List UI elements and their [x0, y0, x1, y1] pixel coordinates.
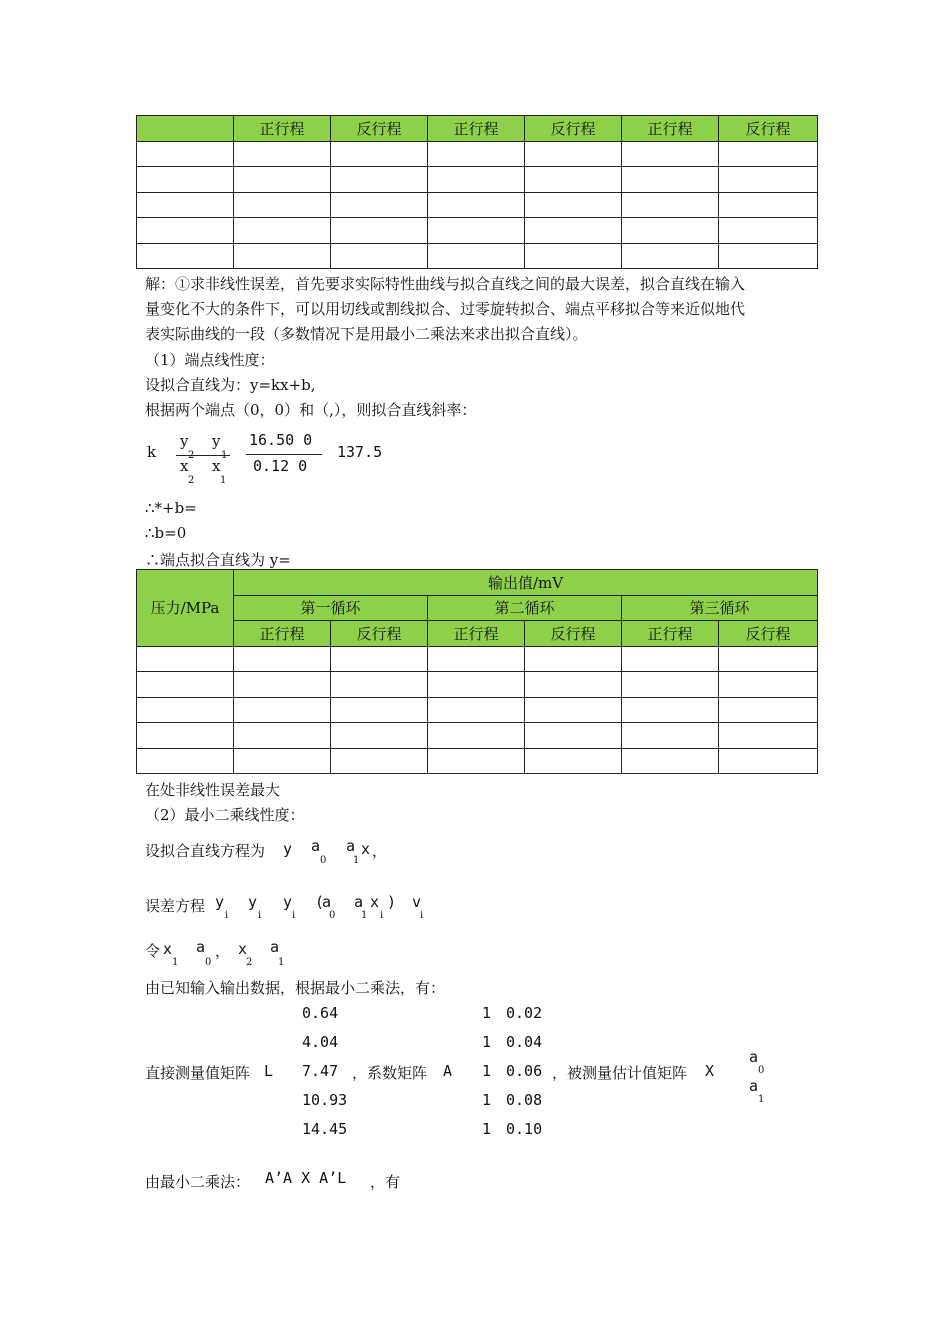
eq-label: 设拟合直线方程为	[145, 842, 266, 860]
err-lparen: (	[315, 893, 325, 911]
table-1-header-cell	[137, 116, 234, 142]
err-a0-sub: 0	[329, 910, 336, 921]
err-sub-1: i	[225, 910, 229, 921]
X-entry-a0-sub: 0	[758, 1065, 765, 1076]
eq-a1: a	[346, 837, 356, 855]
L-value: 14.45	[302, 1120, 348, 1138]
X-entry-a1-sub: 1	[758, 1094, 765, 1105]
err-sub-2: i	[258, 910, 262, 921]
A-col2-value: 0.04	[506, 1033, 543, 1051]
set-line-text: 设拟合直线为：y=kx+b,	[145, 376, 316, 394]
lsq-label: 由最小二乘法：	[145, 1173, 251, 1191]
table-row	[137, 167, 818, 193]
formula-x1: x	[212, 457, 221, 475]
formula-result: 137.5	[337, 443, 383, 461]
err-v-sub: i	[420, 910, 424, 921]
matrix-L-symbol: L	[264, 1062, 274, 1080]
formula-denominator: 0.12 0	[253, 457, 308, 475]
eq-x: x	[361, 840, 371, 858]
stroke-header: 正行程	[622, 621, 719, 647]
stroke-header: 正行程	[234, 621, 331, 647]
stroke-header: 正行程	[428, 621, 525, 647]
err-sub-3: i	[292, 910, 296, 921]
L-value: 10.93	[302, 1091, 348, 1109]
table-2-header-row	[137, 570, 818, 596]
therefore-2: ∴b=0	[145, 524, 187, 542]
table-2-cycle-row	[137, 595, 818, 621]
therefore-3: ∴端点拟合直线为 y=	[145, 551, 291, 569]
cycle-header: 第一循环	[234, 595, 428, 621]
solution-line-2: 量变化不大的条件下，可以用切线或割线拟合、过零旋转拟合、端点平移拟合等来近似地代	[145, 300, 746, 318]
lsq-expression: A’A X A’L	[265, 1169, 347, 1187]
L-value: 4.04	[302, 1033, 339, 1051]
eq-a0-sub: 0	[320, 855, 327, 866]
X-entry-a0: a	[749, 1048, 759, 1066]
data-line-text: 由已知输入输出数据，根据最小二乘法，有：	[145, 979, 446, 997]
table-1-header-cell: 反行程	[331, 116, 428, 142]
err-a1-sub: 1	[361, 910, 368, 921]
let-x1: x	[163, 940, 173, 958]
table-2-stroke-row	[137, 621, 818, 647]
err-label: 误差方程	[145, 897, 206, 915]
err-y-2: y	[248, 893, 258, 911]
eq-a1-sub: 1	[353, 855, 360, 866]
endpoint-heading: （1）端点线性度：	[145, 351, 275, 369]
max-error-text: 在处非线性误差最大	[145, 781, 281, 799]
err-x-sub: i	[380, 910, 384, 921]
A-col1-value: 1	[482, 1004, 492, 1022]
endpoints-text: 根据两个端点（0，0）和（,），则拟合直线斜率：	[145, 401, 477, 419]
A-col1-value: 1	[482, 1062, 492, 1080]
formula-numerator: 16.50 0	[249, 431, 313, 449]
A-col2-value: 0.10	[506, 1120, 543, 1138]
therefore-1: ∴*+b=	[145, 499, 197, 517]
eq-y: y	[283, 840, 293, 858]
formula-y2: y	[180, 432, 189, 450]
table-row	[137, 748, 818, 774]
matrix-X-symbol: X	[705, 1062, 715, 1080]
stroke-header: 反行程	[331, 621, 428, 647]
err-rparen: )	[387, 893, 397, 911]
let-x1-sub: 1	[172, 957, 179, 968]
solution-line-3: 表实际曲线的一段（多数情况下是用最小二乘法来求出拟合直线）。	[145, 325, 588, 343]
table-row	[137, 646, 818, 672]
pressure-header: 压力/MPa	[137, 570, 234, 647]
table-row	[137, 243, 818, 269]
let-a0: a	[196, 938, 206, 956]
table-1-header-cell: 正行程	[622, 116, 719, 142]
A-col1-value: 1	[482, 1091, 492, 1109]
A-col2-value: 0.06	[506, 1062, 543, 1080]
lsq-heading: （2）最小二乘线性度：	[145, 806, 305, 824]
L-value: 7.47	[302, 1062, 339, 1080]
A-col1-value: 1	[482, 1120, 492, 1138]
table-1-header-cell: 反行程	[719, 116, 818, 142]
let-a1-sub: 1	[278, 957, 285, 968]
output-header: 输出值/mV	[234, 570, 818, 596]
table-row	[137, 672, 818, 698]
stroke-header: 反行程	[719, 621, 818, 647]
fraction-bar-2	[246, 454, 322, 455]
err-v: v	[412, 893, 422, 911]
A-col2-value: 0.08	[506, 1091, 543, 1109]
let-x2-sub: 2	[246, 957, 253, 968]
lsq-tail: ，有	[370, 1173, 401, 1191]
formula-x1-sub: 1	[220, 475, 227, 486]
cycle-header: 第三循环	[622, 595, 818, 621]
err-y-1: y	[215, 893, 225, 911]
table-1-header-cell: 反行程	[525, 116, 622, 142]
X-entry-a1: a	[749, 1077, 759, 1095]
let-label: 令	[145, 942, 161, 960]
err-a1: a	[354, 893, 364, 911]
formula-y2-sub: 2	[188, 450, 195, 461]
matrix-A-symbol: A	[443, 1062, 453, 1080]
table-2	[136, 569, 818, 774]
let-comma: ，	[215, 942, 231, 960]
table-1	[136, 115, 818, 269]
measure-label: 直接测量值矩阵	[145, 1064, 251, 1082]
est-label: ，被测量估计值矩阵	[552, 1064, 688, 1082]
table-1-header-row	[137, 116, 818, 142]
err-x: x	[370, 893, 380, 911]
eq-comma: ，	[372, 842, 388, 860]
formula-x2: x	[180, 457, 189, 475]
formula-y1: y	[212, 432, 221, 450]
let-a0-sub: 0	[205, 957, 212, 968]
eq-a0: a	[311, 837, 321, 855]
err-a0: a	[322, 893, 332, 911]
table-1-header-cell: 正行程	[234, 116, 331, 142]
coef-label: ，系数矩阵	[352, 1064, 428, 1082]
let-a1: a	[270, 938, 280, 956]
formula-x2-sub: 2	[188, 475, 195, 486]
A-col2-value: 0.02	[506, 1004, 543, 1022]
err-y-3: y	[283, 893, 293, 911]
table-row	[137, 723, 818, 749]
table-1-header-cell: 正行程	[428, 116, 525, 142]
L-value: 0.64	[302, 1004, 339, 1022]
table-row	[137, 218, 818, 244]
table-row	[137, 697, 818, 723]
stroke-header: 反行程	[525, 621, 622, 647]
let-x2: x	[238, 940, 248, 958]
A-col1-value: 1	[482, 1033, 492, 1051]
solution-line-1: 解：①求非线性误差，首先要求实际特性曲线与拟合直线之间的最大误差，拟合直线在输入	[145, 275, 746, 293]
table-row	[137, 141, 818, 167]
cycle-header: 第二循环	[428, 595, 622, 621]
fraction-bar-1	[176, 455, 230, 456]
table-row	[137, 192, 818, 218]
formula-y1-sub: 1	[221, 450, 228, 461]
k-symbol: k	[147, 443, 157, 461]
